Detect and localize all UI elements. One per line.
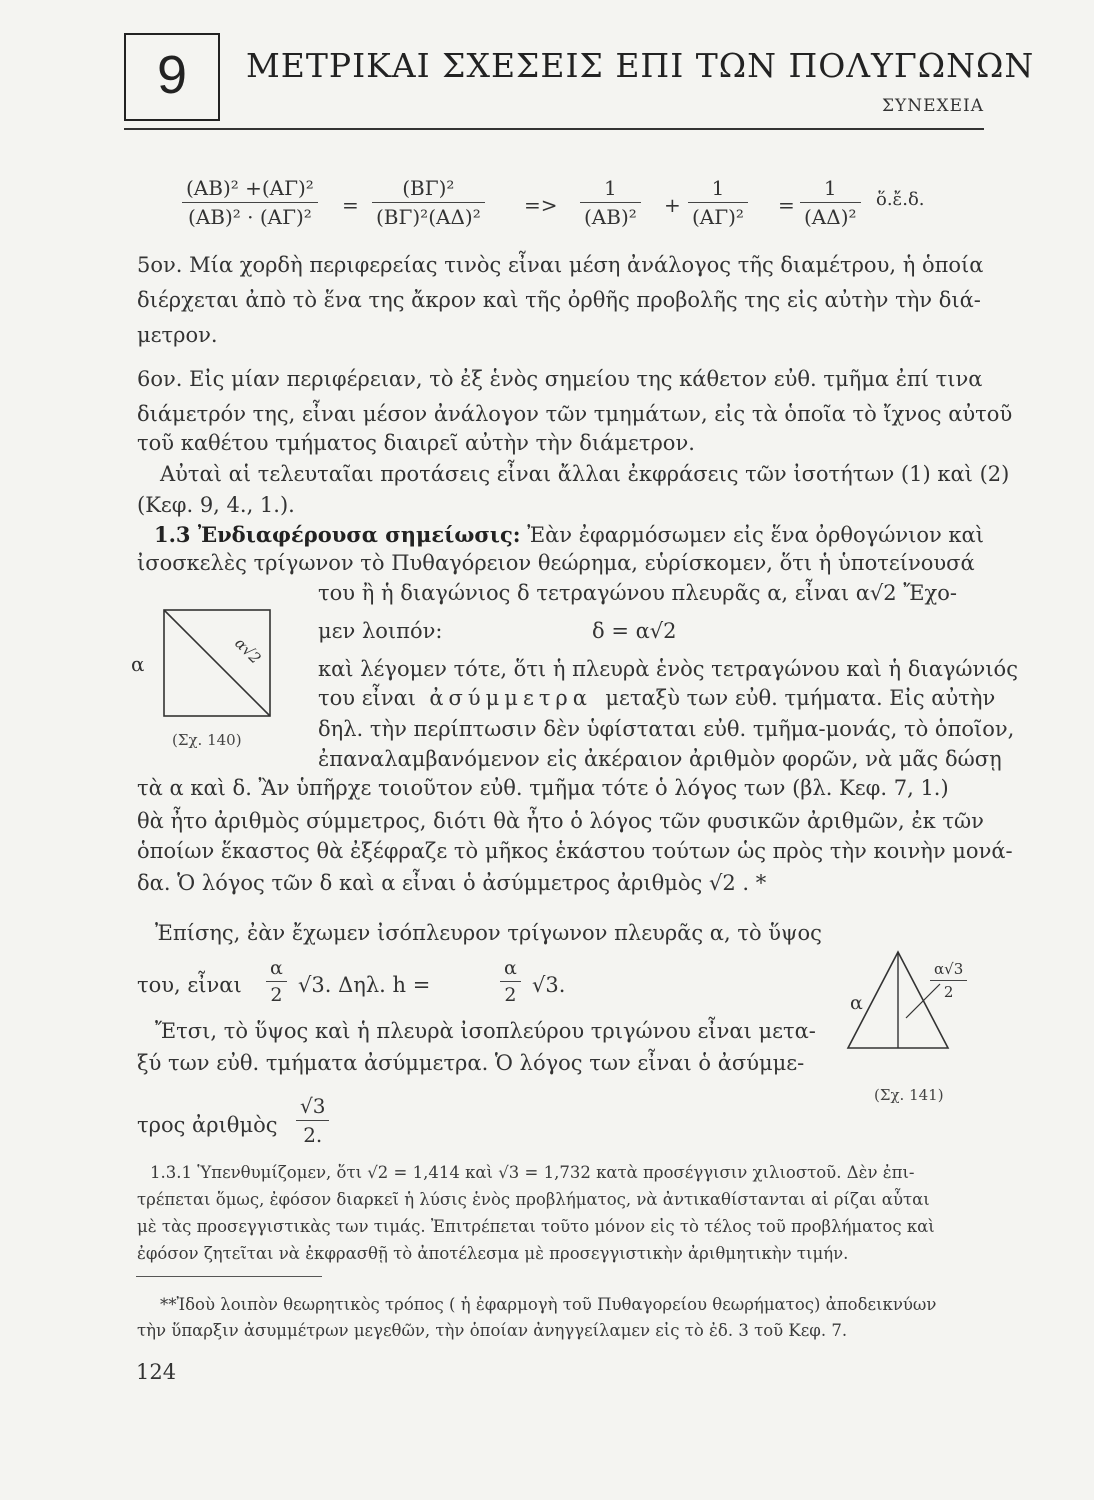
note-line-7: δηλ. τὴν περίπτωσιν δὲν ὑφίσταται εὐθ. τμῆμα-μονάς, τὸ ὁποῖον, [318,717,1015,741]
paragraph-5-line-1: 5ον. Μία χορδὴ περιφερείας τινὸς εἶναι μέση ἀνάλογος τῆς διαμέτρου, ἡ ὁποία [137,253,984,277]
h-fraction-numerator: α [504,957,517,979]
note-line-2: ἰσοσκελὲς τρίγωνον τὸ Πυθαγόρειον θεώρημα, εὑρίσκομεν, ὅτι ἡ ὑποτείνουσά [137,551,975,575]
figure-140 [150,606,280,746]
paragraph-6-line-3: τοῦ καθέτου τμήματος διαιρεῖ αὐτὴν τὴν διάμετρον. [137,431,695,455]
equation-fraction-4-denominator: (ΑΓ)² [688,202,748,229]
note-line-8: ἐπαναλαμβανόμενον εἰς ἀκέραιον ἀριθμὸν φορῶν, νὰ μᾶς δώσῃ [318,747,1002,771]
chapter-title: ΜΕΤΡΙΚΑΙ ΣΧΕΣΕΙΣ ΕΠΙ ΤΩΝ ΠΟΛΥΓΩΝΩΝ [246,46,1035,85]
equation-fraction-4-numerator: 1 [711,176,725,200]
equation-fraction-4 [688,176,748,229]
equation-fraction-5 [800,176,861,229]
ratio-fraction-denominator: 2. [296,1120,329,1147]
figure-141-caption: (Σχ. 141) [874,1086,944,1104]
diagonal-label: α√2 [231,634,265,668]
equation-implies: => [524,193,558,217]
note-131-line-3: μὲ τὰς προσεγγιστικὰς των τιμάς. Ἐπιτρέπεται τοῦτο μόνον εἰς τὸ τέλος τοῦ προβλήματος καὶ [137,1217,935,1236]
note-line-6-end: μεταξὺ των εὐθ. τμήματα. Εἰς αὐτὴν [605,686,996,710]
paragraph-7-line-2: (Κεφ. 9, 4., 1.). [137,493,295,517]
footnote-rule [136,1276,322,1277]
paragraph-7-line-1: Αὐταὶ αἱ τελευταῖαι προτάσεις εἶναι ἄλλαι ἐκφράσεις τῶν ἰσοτήτων (1) καὶ (2) [160,462,1010,486]
equation-fraction-5-denominator: (ΑΔ)² [800,202,861,229]
equation-fraction-5-numerator: 1 [823,176,837,200]
triangle-line-2-prefix: του, εἶναι [137,973,242,997]
note-131-line-2: τρέπεται ὅμως, ἐφόσον διαρκεῖ ἡ λύσις ἑνὸς προβλήματος, νὰ ἀντικαθίστανται αἱ ρίζαι αὗται [137,1190,930,1209]
triangle-line-1: Ἐπίσης, ἐὰν ἔχωμεν ἰσόπλευρον τρίγωνον πλευρᾶς α, τὸ ὕψος [155,921,822,945]
note-131-line-1: 1.3.1 Ὑπενθυμίζομεν, ὅτι √2 = 1,414 καὶ √3 = 1,732 κατὰ προσέγγισιν χιλιοστοῦ. Δὲν ἐπι- [150,1163,915,1182]
height-fraction [266,957,287,1006]
h-fraction-denominator: 2 [500,981,521,1006]
equation-equals-1: = [342,193,359,217]
figure-141-height-label [930,960,967,1001]
triangle-line-5: τρος ἀριθμὸς [137,1113,278,1137]
chapter-number: 9 [156,45,188,105]
note-heading: 1.3 Ἐνδιαφέρουσα σημείωσις: [154,522,521,547]
height-fraction-denominator: 2 [266,981,287,1006]
equation-fraction-2 [372,176,485,229]
note-131-line-4: ἐφόσον ζητεῖται νὰ ἐκφρασθῇ τὸ ἀποτέλεσμα μὲ προσεγγιστικὴν ἀριθμητικὴν τιμήν. [137,1244,849,1263]
equation-fraction-1-numerator: (ΑΒ)² +(ΑΓ)² [186,176,314,200]
note-line-4b: δ = α√2 [592,619,677,643]
ratio-fraction [296,1094,329,1147]
page-number: 124 [136,1360,177,1384]
header-rule [124,128,984,130]
triangle-line-3: Ἔτσι, τὸ ὕψος καὶ ἡ πλευρὰ ἰσοπλεύρου τριγώνου εἶναι μετα- [155,1019,816,1043]
note-line-11: ὁποίων ἕκαστος θὰ ἐξέφραζε τὸ μῆκος ἑκάστου τούτων ὡς πρὸς τὴν κοινὴν μονά- [137,839,1013,863]
paragraph-6-line-2: διάμετρόν της, εἶναι μέσον ἀνάλογον τῶν τμημάτων, εἰς τὰ ὁποῖα τὸ ἴχνος αὐτοῦ [137,402,1013,426]
equation-qed: ὅ.ἔ.δ. [876,189,925,210]
figure-140-drawing [150,606,280,746]
figure-141-height-numerator: α√3 [934,960,964,978]
triangle-line-2-mid: √3. Δηλ. h = [298,973,431,997]
paragraph-6-line-1: 6ον. Εἰς μίαν περιφέρειαν, τὸ ἐξ ἑνὸς σημείου της κάθετον εὐθ. τμῆμα ἐπί τινα [137,367,983,391]
equation-fraction-1 [182,176,318,229]
equation-equals-2: = [778,193,795,217]
equation-fraction-3-denominator: (ΑΒ)² [580,202,641,229]
h-fraction [500,957,521,1006]
note-asymmetric-term: ἀσύμμετρα [429,686,592,710]
note-line-1 [154,522,984,548]
figure-141-height-denominator: 2 [930,980,967,1001]
note-line-3: του ἢ ἡ διαγώνιος δ τετραγώνου πλευρᾶς α, εἶναι α√2 Ἔχο- [318,581,957,605]
equation-plus: + [664,193,681,217]
equation-fraction-3-numerator: 1 [604,176,617,200]
paragraph-5-line-2: διέρχεται ἀπὸ τὸ ἕνα της ἄκρον καὶ τῆς ὀρθῆς προβολῆς της εἰς αὐτὴν τὴν διά- [137,288,981,312]
paragraph-5-line-3: μετρον. [137,323,218,347]
chapter-number-box [124,33,220,121]
figure-140-side-label: α [131,652,145,676]
note-line-12: δα. Ὁ λόγος τῶν δ καὶ α εἶναι ὁ ἀσύμμετρος ἀριθμὸς √2 . * [137,871,767,895]
figure-140-caption: (Σχ. 140) [172,731,242,749]
note-line-6 [318,685,995,711]
chapter-subtitle: ΣΥΝΕΧΕΙΑ [881,96,984,116]
equation-fraction-2-numerator: (ΒΓ)² [402,176,455,200]
note-line-6-start: του εἶναι [318,686,416,710]
figure-141-side-label: α [850,992,863,1014]
equation-fraction-1-denominator: (ΑΒ)² · (ΑΓ)² [182,202,318,229]
triangle-line-2-end: √3. [532,973,566,997]
height-fraction-numerator: α [270,957,283,979]
note-line-10: θὰ ἦτο ἀριθμὸς σύμμετρος, διότι θὰ ἦτο ὁ λόγος τῶν φυσικῶν ἀριθμῶν, ἐκ τῶν [137,809,984,833]
triangle-line-4: ξύ των εὐθ. τμήματα ἀσύμμετρα. Ὁ λόγος των εἶναι ὁ ἀσύμμε- [137,1051,805,1075]
note-line-5: καὶ λέγομεν τότε, ὅτι ἡ πλευρὰ ἑνὸς τετραγώνου καὶ ἡ διαγώνιός [318,657,1018,681]
footnote-line-2: τὴν ὕπαρξιν ἀσυμμέτρων μεγεθῶν, τὴν ὁποίαν ἀνηγγείλαμεν εἰς τὸ ἐδ. 3 τοῦ Κεφ. 7. [137,1321,848,1340]
footnote-line-1: **Ἰδοὺ λοιπὸν θεωρητικὸς τρόπος ( ἡ ἐφαρμογὴ τοῦ Πυθαγορείου θεωρήματος) ἀποδεικνύων [160,1295,937,1314]
note-line-9: τὰ α καὶ δ. Ἂν ὑπῆρχε τοιοῦτον εὐθ. τμῆμα τότε ὁ λόγος των (βλ. Κεφ. 7, 1.) [137,776,949,800]
ratio-fraction-numerator: √3 [300,1094,326,1118]
equation-fraction-3 [580,176,641,229]
note-line-1-text: Ἐὰν ἐφαρμόσωμεν εἰς ἕνα ὀρθογώνιον καὶ [520,523,984,547]
equation-fraction-2-denominator: (ΒΓ)²(ΑΔ)² [372,202,485,229]
note-line-4a: μεν λοιπόν: [318,619,443,643]
